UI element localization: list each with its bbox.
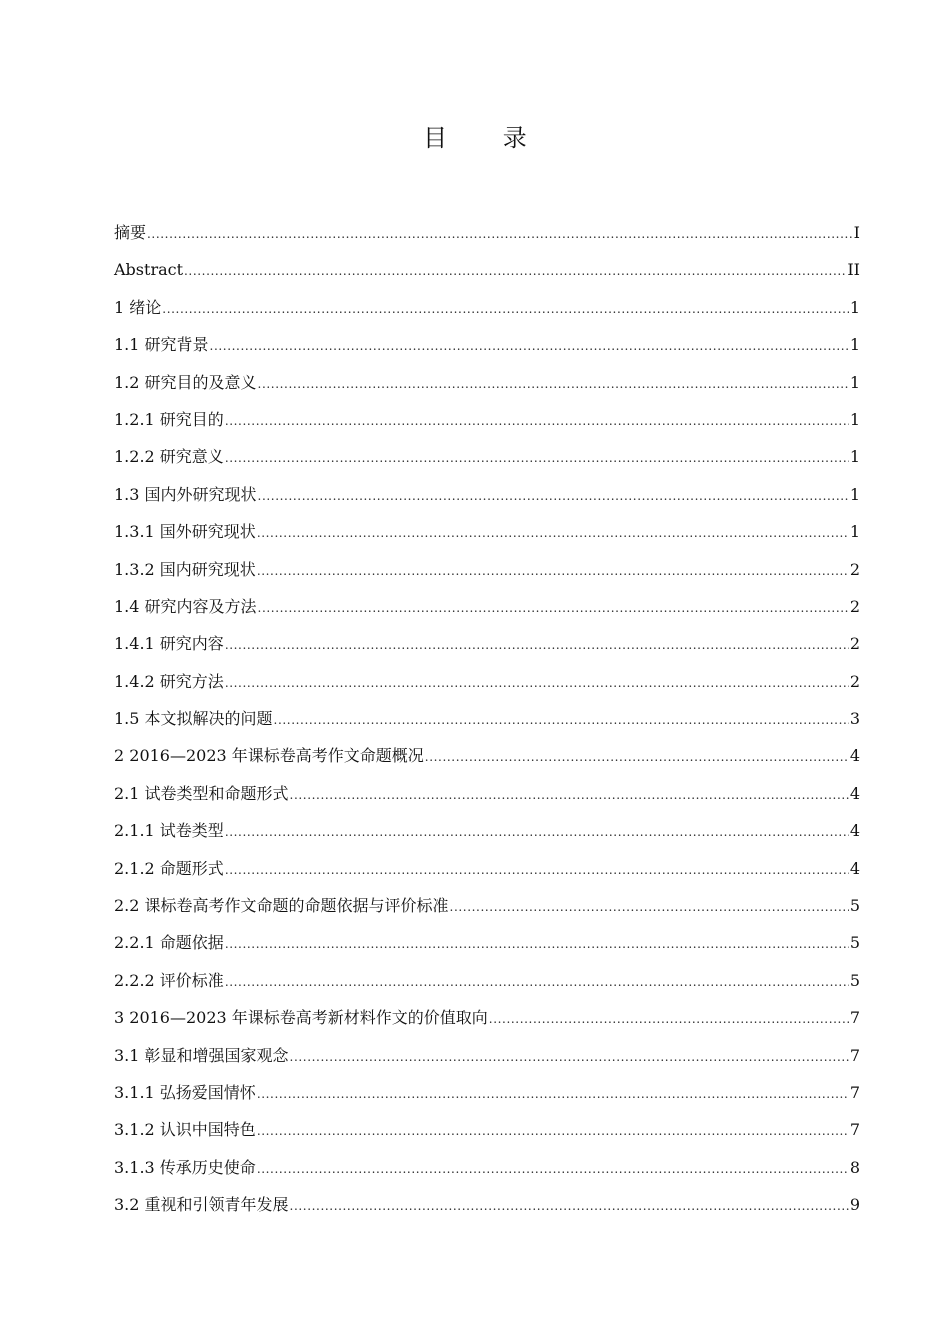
toc-entry-label: 1.2 研究目的及意义 (114, 372, 257, 392)
toc-entry-page: 2 (849, 671, 860, 691)
toc-entry-page: 7 (849, 1082, 860, 1102)
toc-entry-page: 7 (849, 1045, 860, 1065)
dot-leader (257, 1151, 849, 1188)
toc-entry-label: 3.1.1 弘扬爱国情怀 (114, 1082, 256, 1102)
toc-entry[interactable] (114, 401, 860, 438)
toc-entry-label: 3 2016—2023 年课标卷高考新材料作文的价值取向 (114, 1008, 488, 1028)
toc-entry-label: Abstract (114, 260, 184, 280)
toc-entry-label: 1.3.1 国外研究现状 (114, 522, 256, 542)
toc-entry-page: 1 (849, 372, 860, 392)
toc-entry-page: 2 (849, 634, 860, 654)
toc-entry-page: 2 (849, 596, 860, 616)
dot-leader (290, 1039, 849, 1076)
toc-entry-label: 1.4 研究内容及方法 (114, 596, 257, 616)
toc-entry-page: 1 (849, 335, 860, 355)
dot-leader (225, 665, 849, 702)
toc-entry-page: 1 (849, 447, 860, 467)
toc-entry[interactable] (114, 999, 860, 1036)
toc-entry[interactable] (114, 326, 860, 363)
toc-entry-page: 5 (849, 896, 860, 916)
toc-entry-label: 1.3.2 国内研究现状 (114, 559, 256, 579)
toc-entry[interactable] (114, 364, 860, 401)
toc-entry[interactable] (114, 850, 860, 887)
toc-entry[interactable] (114, 1186, 860, 1223)
dot-leader (257, 553, 849, 590)
dot-leader (210, 328, 849, 365)
toc-entry[interactable] (114, 551, 860, 588)
toc-entry[interactable] (114, 289, 860, 326)
toc-entry[interactable] (114, 887, 860, 924)
toc-entry-label: 2.1 试卷类型和命题形式 (114, 783, 289, 803)
toc-entry-page: 1 (849, 484, 860, 504)
toc-entry[interactable] (114, 1037, 860, 1074)
toc-entry-page: 1 (849, 297, 860, 317)
toc-entry[interactable] (114, 924, 860, 961)
toc-entry-label: 3.1 彰显和增强国家观念 (114, 1045, 289, 1065)
toc-entry-label: 3.2 重视和引领青年发展 (114, 1195, 289, 1215)
toc-entry-label: 1.2.2 研究意义 (114, 447, 224, 467)
toc-entry-label: 1.5 本文拟解决的问题 (114, 709, 273, 729)
toc-entry[interactable] (114, 438, 860, 475)
toc-entry-label: 2.1.1 试卷类型 (114, 821, 224, 841)
toc-entry-label: 1.3 国内外研究现状 (114, 484, 257, 504)
toc-entry-page: 9 (849, 1195, 860, 1215)
toc-entry-page: 3 (849, 709, 860, 729)
dot-leader (489, 1001, 849, 1038)
dot-leader (225, 403, 849, 440)
dot-leader (257, 515, 849, 552)
toc-entry-page: 4 (849, 783, 860, 803)
dot-leader (257, 1076, 849, 1113)
dot-leader (162, 291, 849, 328)
toc-entry-page: II (847, 260, 860, 280)
toc-entry-label: 2 2016—2023 年课标卷高考作文命题概况 (114, 746, 424, 766)
toc-entry[interactable] (114, 513, 860, 550)
toc-entry[interactable] (114, 214, 860, 251)
toc-entry-label: 摘要 (114, 223, 147, 242)
toc-entry-label: 2.2 课标卷高考作文命题的命题依据与评价标准 (114, 896, 449, 916)
dot-leader (258, 590, 849, 627)
toc-entry-page: 8 (849, 1157, 860, 1177)
dot-leader (225, 627, 849, 664)
toc-entry-page: 1 (849, 522, 860, 542)
toc-entry[interactable] (114, 625, 860, 662)
dot-leader (425, 739, 849, 776)
dot-leader (225, 926, 849, 963)
toc-entry[interactable] (114, 1111, 860, 1148)
toc-entry[interactable] (114, 663, 860, 700)
toc-entry[interactable] (114, 737, 860, 774)
dot-leader (225, 814, 849, 851)
dot-leader (450, 889, 849, 926)
toc-entry-label: 2.2.1 命题依据 (114, 933, 224, 953)
dot-leader (257, 1113, 849, 1150)
toc-entry-label: 3.1.2 认识中国特色 (114, 1120, 256, 1140)
toc-entry-label: 1.2.1 研究目的 (114, 409, 224, 429)
toc-entry[interactable] (114, 476, 860, 513)
toc-entry[interactable] (114, 812, 860, 849)
toc-entry-page: 4 (849, 858, 860, 878)
dot-leader (258, 366, 849, 403)
toc-entry-label: 1.1 研究背景 (114, 335, 209, 355)
toc-entry[interactable] (114, 588, 860, 625)
dot-leader (258, 478, 849, 515)
toc-entry-label: 3.1.3 传承历史使命 (114, 1157, 256, 1177)
toc-entry[interactable] (114, 700, 860, 737)
toc-entry-page: 1 (849, 409, 860, 429)
dot-leader (290, 1188, 849, 1225)
toc-entry-label: 1 绪论 (114, 297, 162, 317)
toc-entry-page: 4 (849, 821, 860, 841)
dot-leader (225, 852, 849, 889)
toc-entry[interactable] (114, 1149, 860, 1186)
toc-entry-page: 2 (849, 559, 860, 579)
toc-entry-label: 1.4.2 研究方法 (114, 671, 224, 691)
page-title: 目 录 (423, 124, 551, 152)
toc-entry-page: 7 (849, 1008, 860, 1028)
toc-entry[interactable] (114, 962, 860, 999)
table-of-contents (114, 214, 860, 1224)
toc-entry-label: 2.1.2 命题形式 (114, 858, 224, 878)
toc-entry-page: I (853, 223, 860, 242)
dot-leader (225, 440, 849, 477)
toc-entry-page: 4 (849, 746, 860, 766)
toc-entry-page: 5 (849, 933, 860, 953)
toc-entry[interactable] (114, 251, 860, 288)
toc-entry-page: 5 (849, 970, 860, 990)
toc-entry[interactable] (114, 775, 860, 812)
toc-entry-label: 2.2.2 评价标准 (114, 970, 224, 990)
toc-entry[interactable] (114, 1074, 860, 1111)
toc-entry-label: 1.4.1 研究内容 (114, 634, 224, 654)
dot-leader (290, 777, 849, 814)
dot-leader (147, 216, 853, 253)
toc-entry-page: 7 (849, 1120, 860, 1140)
dot-leader (225, 964, 849, 1001)
dot-leader (274, 702, 849, 739)
dot-leader (184, 253, 846, 290)
